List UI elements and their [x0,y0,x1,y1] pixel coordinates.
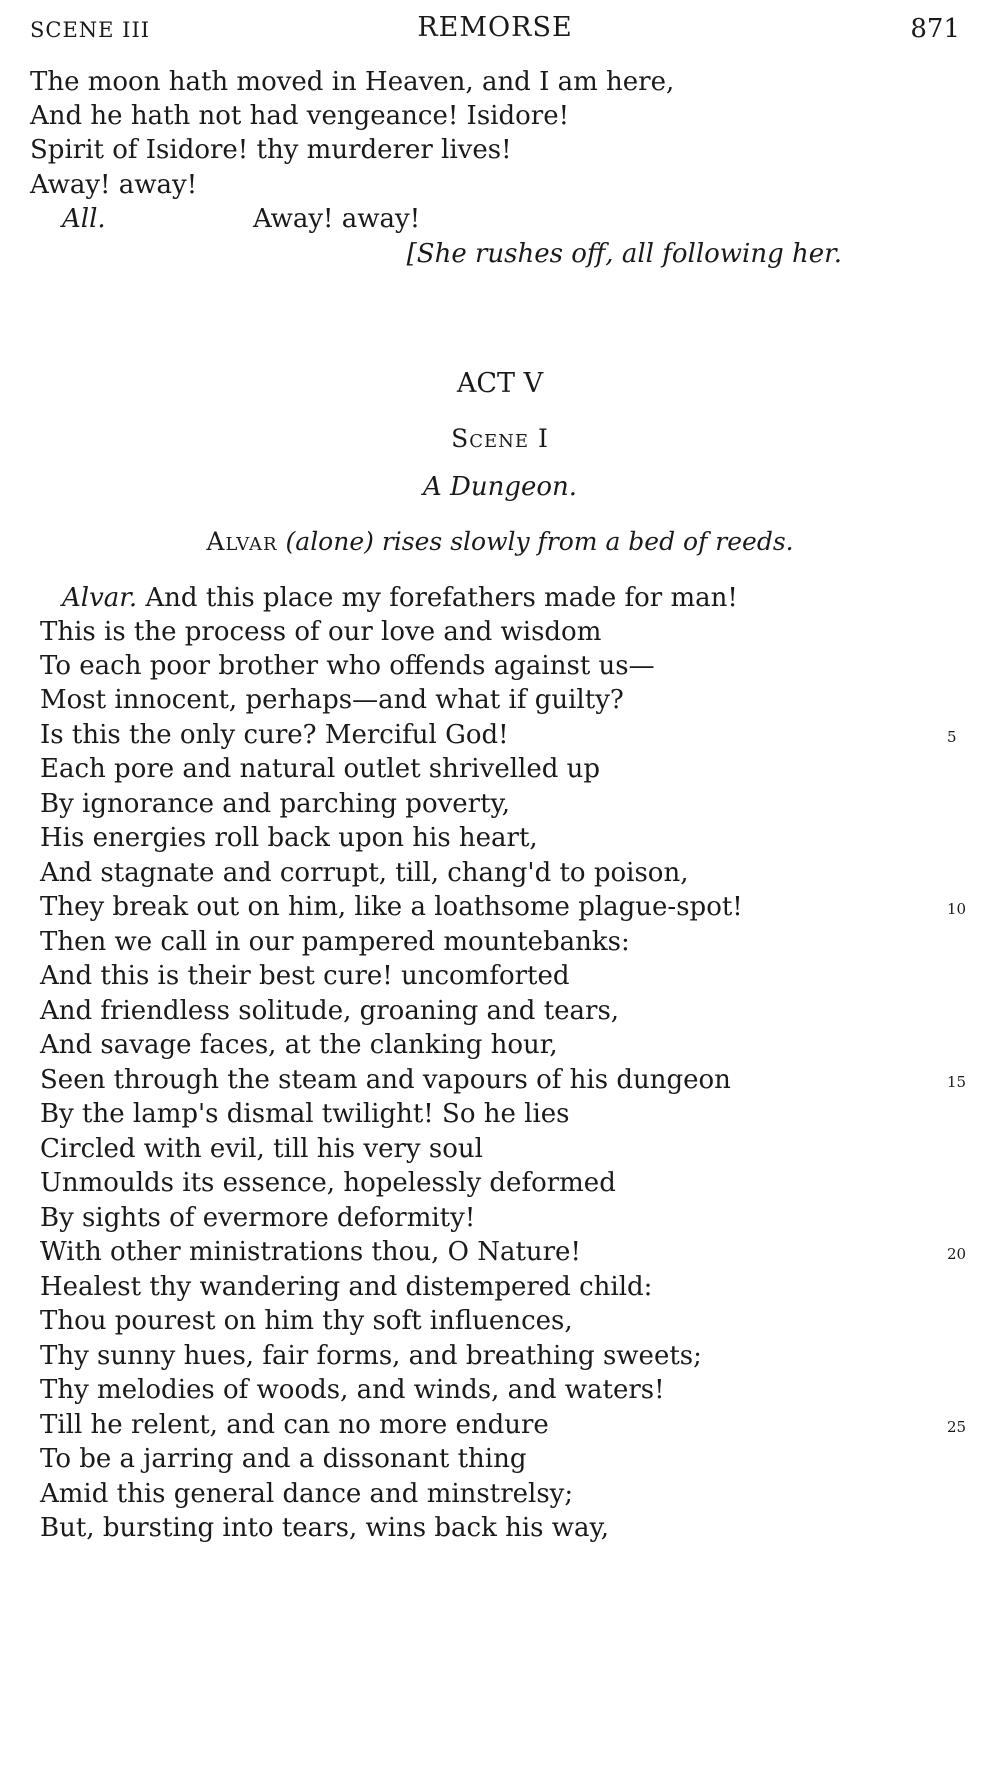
verse-line: And he hath not had vengeance! Isidore! [30,101,570,131]
verse-line: Most innocent, perhaps—and what if guilty? [40,685,624,715]
verse-line: Circled with evil, till his very soul [40,1134,483,1164]
verse-line: Thy melodies of woods, and winds, and waters! [40,1375,665,1405]
verse-line: To be a jarring and a dissonant thing [40,1444,527,1474]
verse-line: Spirit of Isidore! thy murderer lives! [30,135,512,165]
verse-line: And friendless solitude, groaning and tears, [40,996,620,1026]
scene-heading: Scene I [451,424,549,453]
stage-direction-aside: (alone) [285,527,374,556]
page-number: 871 [910,14,960,44]
line-number: 10 [947,900,967,918]
verse-line: And this place my forefathers made for man! [145,583,738,613]
all-line: Away! away! [253,204,421,234]
verse-line: Is this the only cure? Merciful God! [40,720,509,750]
stage-direction-name: Alvar [206,527,278,556]
verse-line: Away! away! [30,170,198,200]
stage-direction-action: rises slowly from a bed of reeds. [381,527,794,556]
verse-line: His energies roll back upon his heart, [40,823,538,853]
verse-line: Unmoulds its essence, hopelessly deformed [40,1168,616,1198]
verse-line: Then we call in our pampered mountebanks: [40,927,630,957]
header-scene-label: SCENE III [30,18,151,42]
verse-line: And savage faces, at the clanking hour, [40,1030,558,1060]
verse-line: And this is their best cure! uncomforted [40,961,570,991]
line-number: 25 [947,1418,967,1436]
speaker-alvar: Alvar. [62,583,138,613]
act-heading: ACT V [456,368,544,399]
verse-line: By ignorance and parching poverty, [40,789,511,819]
verse-line: Seen through the steam and vapours of his dungeon [40,1065,731,1095]
verse-line: They break out on him, like a loathsome plague-spot! [40,892,743,922]
verse-line: And stagnate and corrupt, till, chang'd to poison, [40,858,689,888]
speech-first-line [62,580,738,616]
verse-line: With other ministrations thou, O Nature! [40,1237,581,1267]
running-header [30,10,960,50]
verse-line: The moon hath moved in Heaven, and I am here, [30,67,675,97]
line-number: 5 [947,728,957,746]
header-title: REMORSE [417,12,573,43]
verse-line: Thy sunny hues, fair forms, and breathing sweets; [40,1341,702,1371]
verse-line: Each pore and natural outlet shrivelled up [40,754,601,784]
verse-line: But, bursting into tears, wins back his way, [40,1513,610,1543]
speaker-all: All. [62,204,106,234]
verse-line: To each poor brother who offends against us— [40,651,655,681]
verse-line: Thou pourest on him thy soft influences, [40,1306,573,1336]
verse-line: Amid this general dance and minstrelsy; [40,1479,574,1509]
verse-line: This is the process of our love and wisdom [40,617,602,647]
verse-line: By the lamp's dismal twilight! So he lies [40,1099,570,1129]
line-number: 15 [947,1073,967,1091]
line-number: 20 [947,1245,967,1263]
verse-line: By sights of evermore deformity! [40,1203,476,1233]
setting: A Dungeon. [422,472,578,502]
stage-direction [0,527,1000,556]
verse-line: Healest thy wandering and distempered child: [40,1272,653,1302]
exit-direction: [She rushes off, all following her. [406,239,842,269]
verse-line: Till he relent, and can no more endure [40,1410,549,1440]
